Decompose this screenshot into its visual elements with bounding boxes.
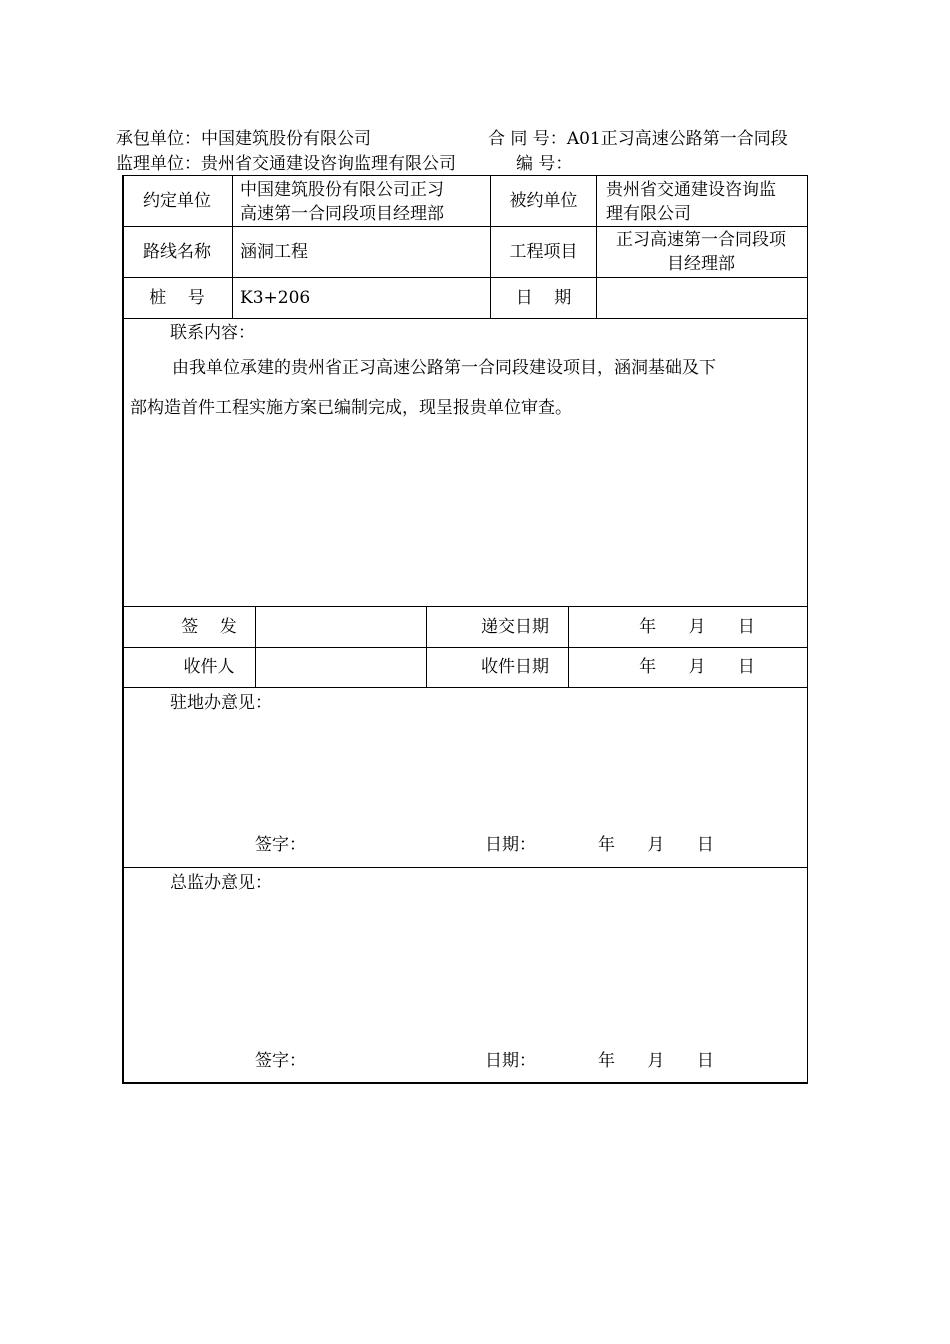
row-divider [122, 318, 807, 319]
date-label: 日 期 [515, 287, 572, 308]
serial-label: 编 号： [516, 154, 573, 174]
party-a-label: 约定单位 [143, 190, 211, 211]
contact-form [122, 175, 807, 1083]
resident-sign-label: 签字： [255, 835, 306, 855]
chief-sign-label: 签字： [255, 1051, 306, 1071]
supervisor-label: 监理单位： [116, 154, 201, 174]
chief-date-value: 年 月 日 [598, 1051, 714, 1071]
party-b-label: 被约单位 [509, 190, 578, 211]
col-divider [232, 175, 233, 318]
project-line1: 正习高速第一合同段项 [616, 230, 786, 250]
contract-no-value: A01正习高速公路第一合同段 [566, 129, 788, 149]
content-line-1: 由我单位承建的贵州省正习高速公路第一合同段建设项目，涵洞基础及下 [172, 358, 716, 378]
receiver-value [262, 647, 426, 687]
contractor-value: 中国建筑股份有限公司 [201, 129, 371, 149]
issuer-label: 签 发 [181, 616, 237, 637]
row-divider [122, 687, 807, 688]
party-b-line2: 理有限公司 [606, 203, 691, 224]
contractor-label: 承包单位： [116, 129, 201, 149]
party-a-line2: 高速第一合同段项目经理部 [240, 203, 444, 224]
party-a-value [240, 177, 490, 226]
header-line-2 [116, 151, 846, 177]
resident-date-value: 年 月 日 [598, 835, 714, 855]
contract-no [488, 126, 788, 152]
route-value: 涵洞工程 [240, 241, 308, 262]
issuer-value [262, 606, 426, 647]
receiver-label: 收件人 [183, 657, 235, 677]
resident-office-label: 驻地办意见： [170, 693, 272, 713]
content-label: 联系内容： [170, 323, 255, 343]
chief-date-label: 日期： [485, 1051, 536, 1071]
chief-office-label: 总监办意见： [170, 873, 272, 893]
project-label: 工程项目 [509, 241, 578, 262]
receive-date-label: 收件日期 [481, 657, 549, 677]
supervisor-value: 贵州省交通建设咨询监理有限公司 [201, 154, 456, 174]
project-line2: 目经理部 [667, 254, 735, 274]
row-divider [122, 867, 807, 868]
serial-no [516, 151, 572, 177]
party-b-value [606, 177, 804, 226]
stake-value: K3+206 [240, 287, 311, 308]
resident-date-label: 日期： [485, 835, 536, 855]
col-divider [426, 606, 427, 687]
receive-date-value: 年 月 日 [639, 657, 755, 677]
party-b-line1: 贵州省交通建设咨询监 [606, 179, 776, 200]
submit-date-label: 递交日期 [481, 616, 549, 637]
stake-label: 桩 号 [149, 287, 205, 308]
route-label: 路线名称 [143, 241, 211, 262]
submit-date-value: 年 月 日 [639, 616, 755, 637]
contract-no-label: 合 同 号： [488, 129, 567, 149]
party-a-line1: 中国建筑股份有限公司正习 [240, 179, 444, 200]
header-line-1 [116, 126, 846, 152]
content-body [122, 348, 805, 428]
content-line-2: 部构造首件工程实施方案已编制完成，现呈报贵单位审查。 [130, 398, 572, 418]
project-value [597, 227, 805, 277]
date-value [606, 277, 804, 318]
